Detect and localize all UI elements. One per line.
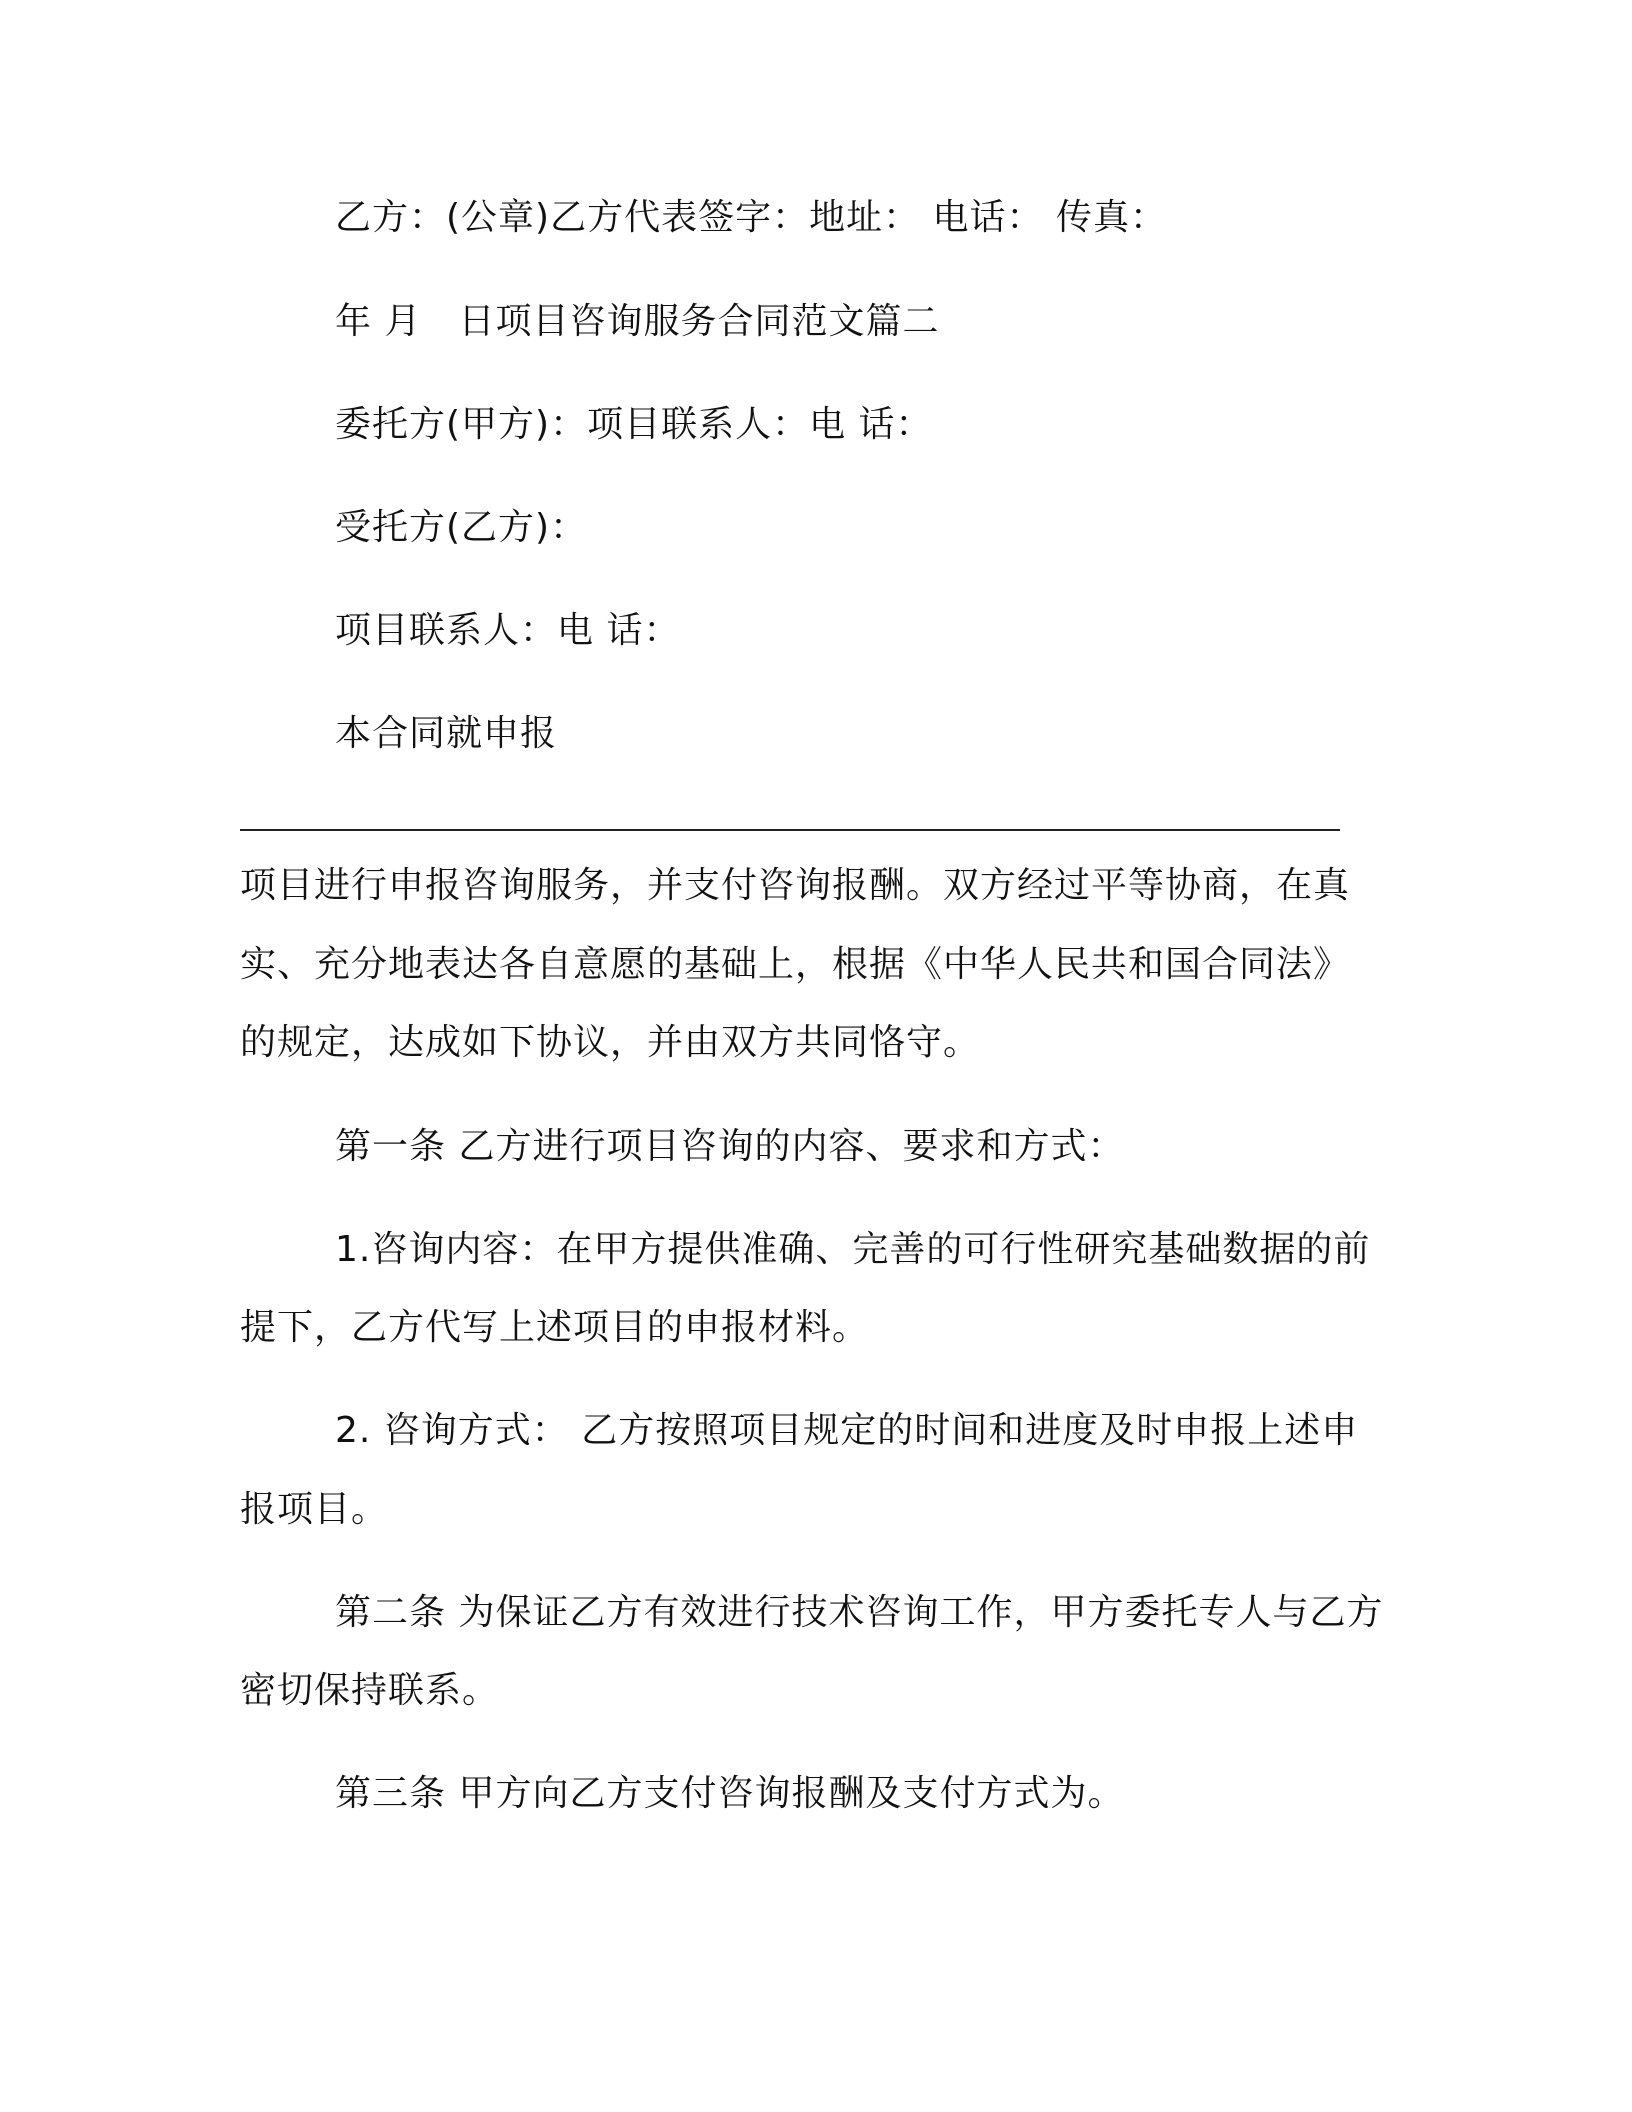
article-one-heading: 第一条 乙方进行项目咨询的内容、要求和方式：	[335, 1126, 1125, 1167]
date-and-title-line: 年 月 日项目咨询服务合同范文篇二	[335, 301, 940, 342]
paragraph-line: 实、充分地表达各自意愿的基础上，根据《中华人民共和国合同法》	[240, 944, 1351, 985]
paragraph-line: 1.咨询内容：在甲方提供准确、完善的可行性研究基础数据的前	[335, 1229, 1371, 1270]
paragraph-line: 提下，乙方代写上述项目的申报材料。	[240, 1307, 870, 1348]
contractor-party-line: 受托方(乙方)：	[335, 507, 588, 548]
paragraph-line: 项目进行申报咨询服务，并支付咨询报酬。双方经过平等协商，在真	[240, 865, 1351, 906]
paragraph-line: 报项目。	[240, 1489, 389, 1530]
project-contact-line: 项目联系人：电 话：	[335, 610, 681, 651]
paragraph-line: 的规定，达成如下协议，并由双方共同恪守。	[240, 1022, 981, 1063]
client-party-line: 委托方(甲方)：项目联系人：电 话：	[335, 404, 933, 445]
paragraph-line: 密切保持联系。	[240, 1670, 500, 1711]
article-three-line: 第三条 甲方向乙方支付咨询报酬及支付方式为。	[335, 1773, 1125, 1814]
article-two-line: 第二条 为保证乙方有效进行技术咨询工作，甲方委托专人与乙方	[335, 1592, 1384, 1633]
paragraph-line: 2. 咨询方式： 乙方按照项目规定的时间和进度及时申报上述申	[335, 1410, 1359, 1451]
fill-in-blank-rule	[240, 829, 1340, 831]
party-b-signature-line: 乙方：(公章)乙方代表签字：地址： 电话： 传真：	[335, 197, 1167, 238]
contract-subject-line: 本合同就申报	[335, 713, 558, 754]
